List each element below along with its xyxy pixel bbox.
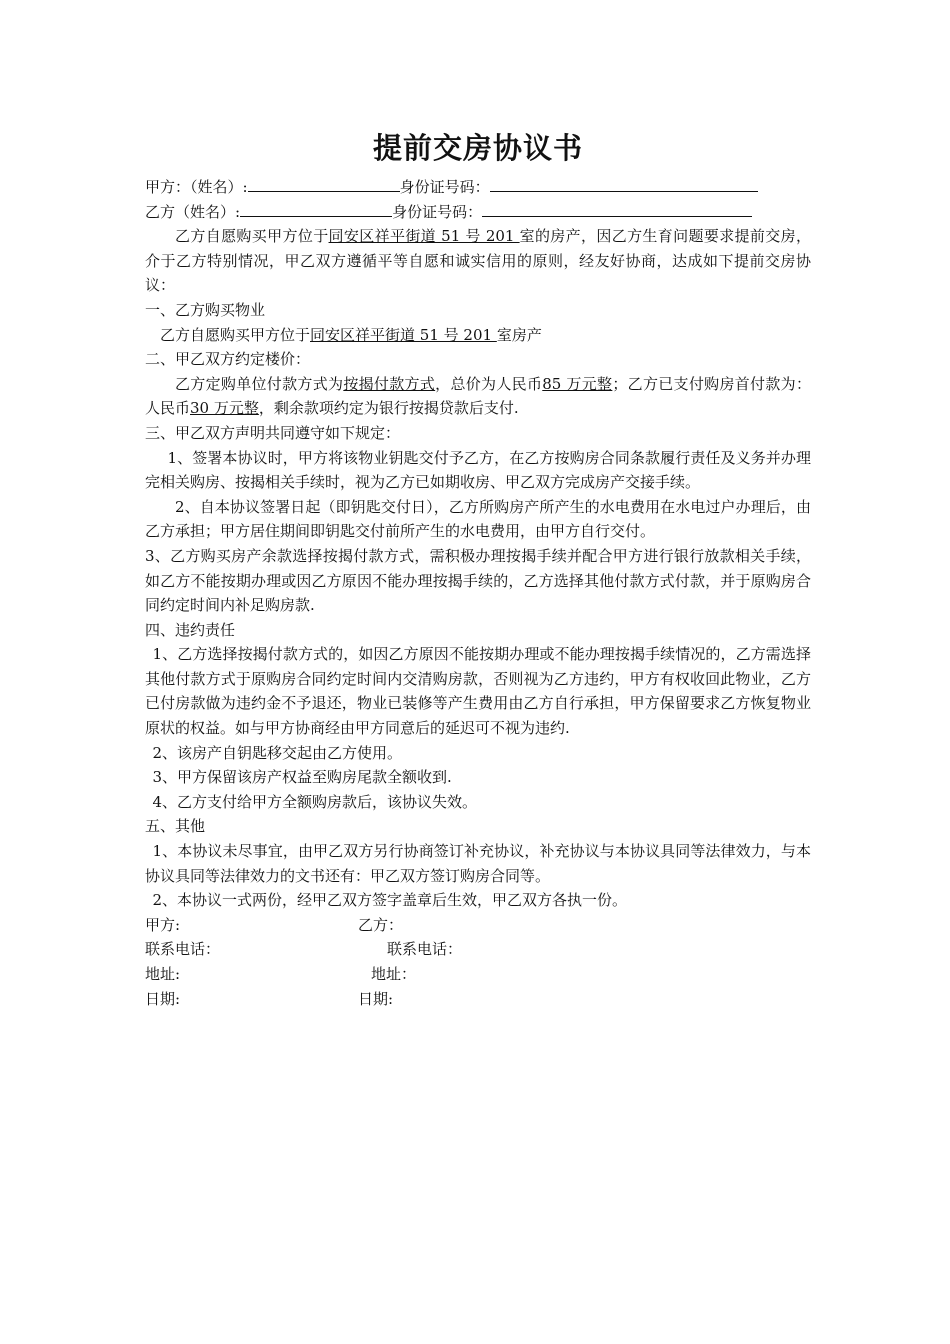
party-a-signature-label: 甲方: [145,915,181,934]
down-payment: 30 万元整 [190,399,259,418]
party-b-id-blank [482,200,752,217]
agreement-document [145,125,811,1011]
section-1-text-1: 乙方自愿购买甲方位于 [160,325,311,344]
party-b-date-label: 日期: [358,989,394,1008]
section-3-item-1: 1、签署本协议时，甲方将该物业钥匙交付予乙方，在乙方按购房合同条款履行责任及义务并办理完相关购房、按揭相关手续时，视为乙方已如期收房、甲乙双方完成房产交接手续。 [145,448,811,492]
section-5-item-2: 2、本协议一式两份，经甲乙双方签字盖章后生效，甲乙双方各执一份。 [152,891,628,910]
party-b-name-blank [240,200,392,217]
section-2-body [145,372,811,421]
party-b-id-label: 身份证号码： [392,202,483,221]
intro-text-2: 室的房产，因乙方生育问题要求提前交房，介于乙方特别情况，甲乙双方遵循平等自愿和诚实信用的原则，经友好协商，达成如下提前交房协议： [145,227,811,295]
document-title: 提前交房协议书 [372,131,583,165]
total-price: 85 万元整 [542,374,613,393]
signature-date-row [145,987,811,1012]
party-b-line [145,200,811,225]
party-b-address-label: 地址： [371,965,417,983]
section-4-heading: 四、违约责任 [145,620,236,639]
signature-party-row [145,913,811,938]
intro-paragraph [145,224,811,298]
section-5-heading: 五、其他 [145,817,206,836]
party-a-id-blank [490,175,758,192]
party-a-phone-label: 联系电话： [145,940,221,959]
section-4-item-2: 2、该房产自钥匙移交起由乙方使用。 [152,743,403,762]
section-4-item-1: 1、乙方选择按揭付款方式的，如因乙方原因不能按期办理或不能办理按揭手续情况的，乙方需选择其他付款方式于原购房合同约定时间内交清购房款，否则视为乙方违约，甲方有权收回此物业，乙方已付房款做为违约金不予退还，物业已装修等产生费用由乙方自行承担，甲方保留要求乙方恢复物业原状的权益。如与甲方协商经由甲方同意后的延迟可不视为违约. [145,645,811,738]
section-2-text-2: ，总价为人民币 [435,374,543,393]
section-2-text-1: 乙方定购单位付款方式为 [175,374,344,393]
party-a-address-label: 地址: [145,965,181,983]
section-1-address: 同安区祥平街道 51 号 201 [310,325,497,344]
section-3-item-3: 3、乙方购买房产余款选择按揭付款方式，需积极办理按揭手续并配合甲方进行银行放款相关手续，如乙方不能按期办理或因乙方原因不能办理按揭手续的，乙方选择其他付款方式付款，并于原购房合同约定时间内补足购房款. [145,546,811,615]
section-2-text-3: ；乙方已支付购房首付款为：人民币 [145,374,811,418]
section-4-item-3: 3、甲方保留该房产权益至购房尾款全额收到. [152,768,452,787]
signature-phone-row [145,937,811,962]
section-4-item-4: 4、乙方支付给甲方全额购房款后，该协议失效。 [152,792,478,811]
section-3-item-2: 2、自本协议签署日起（即钥匙交付日），乙方所购房产所产生的水电费用在水电过户办理后，由乙方承担；甲方居住期间即钥匙交付前所产生的水电费用，由甲方自行交付。 [145,497,811,541]
party-b-signature-label: 乙方： [358,915,404,934]
party-b-phone-label: 联系电话： [387,940,463,959]
section-5-item-1: 1、本协议未尽事宜，由甲乙双方另行协商签订补充协议，补充协议与本协议具同等法律效力，与本协议具同等法律效力的文书还有：甲乙双方签订购房合同等。 [145,842,811,885]
party-a-date-label: 日期: [145,989,181,1008]
intro-address: 同安区祥平街道 51 号 201 [328,227,520,246]
intro-text-1: 乙方自愿购买甲方位于 [175,227,329,246]
party-a-id-label: 身份证号码： [399,178,490,196]
signature-address-row [145,962,811,987]
party-a-line [145,175,811,200]
section-1-heading: 一、乙方购买物业 [145,300,266,319]
payment-method: 按揭付款方式 [343,374,436,393]
section-2-heading: 二、甲乙双方约定楼价： [145,350,311,369]
party-a-name-blank [248,175,400,192]
section-3-heading: 三、甲乙双方声明共同遵守如下规定： [145,423,401,442]
section-1-body [145,323,811,348]
party-b-label: 乙方（姓名）: [145,202,241,221]
section-1-text-2: 室房产 [496,325,542,344]
section-2-text-4: ，剩余款项约定为银行按揭贷款后支付. [258,399,519,418]
party-a-label: 甲方：（姓名）: [145,178,248,196]
